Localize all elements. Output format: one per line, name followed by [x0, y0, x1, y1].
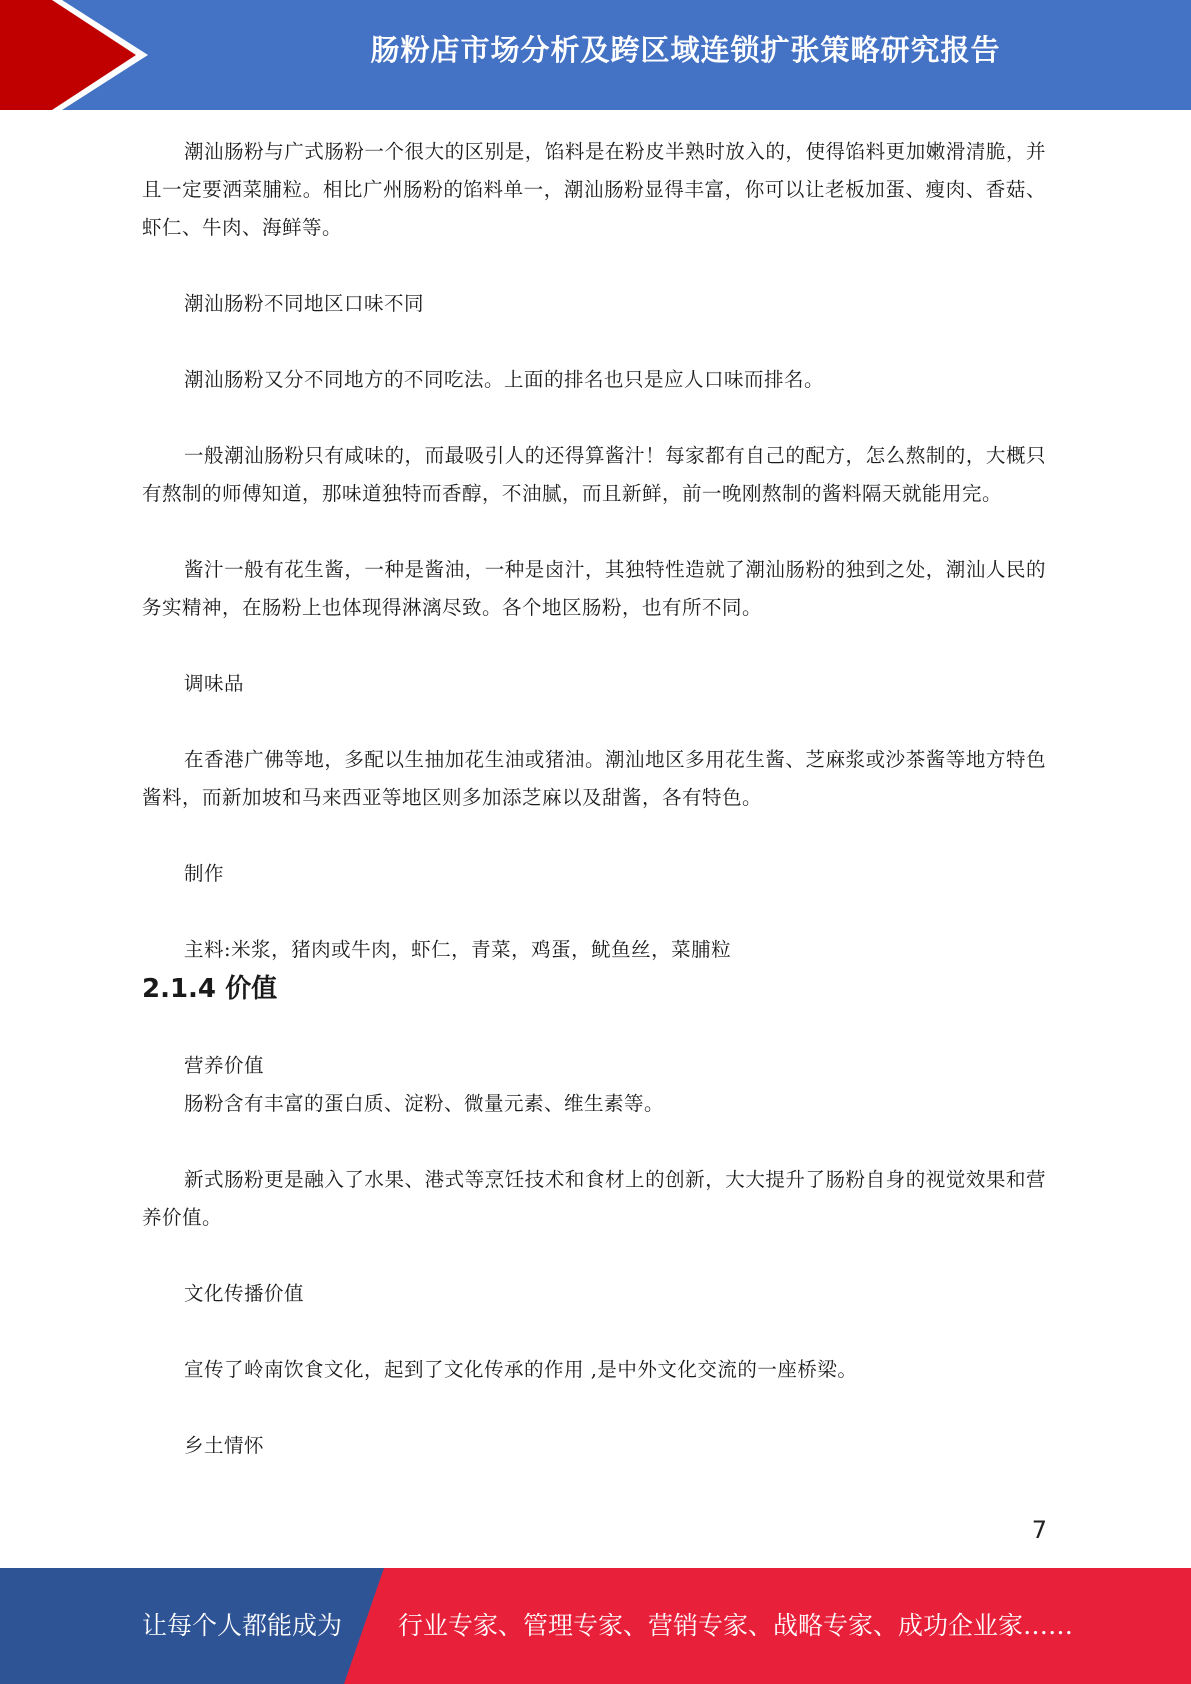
paragraph: 宣传了岭南饮食文化，起到了文化传承的作用 ,是中外文化交流的一座桥梁。	[184, 1358, 858, 1381]
paragraph: 营养价值	[184, 1054, 265, 1077]
section-heading: 2.1.4 价值	[142, 974, 278, 1004]
paragraph: 酱汁一般有花生酱，一种是酱油，一种是卤汁，其独特性造就了潮汕肠粉的独到之处，潮汕人民的务实精神，在肠粉上也体现得淋漓尽致。各个地区肠粉，也有所不同。	[142, 558, 1046, 619]
report-title: 肠粉店市场分析及跨区域连锁扩张策略研究报告	[370, 33, 1001, 67]
document-body	[142, 133, 1046, 1465]
paragraph: 制作	[184, 862, 225, 885]
paragraph: 文化传播价值	[184, 1282, 305, 1305]
footer-slogan-right: 行业专家、管理专家、营销专家、战略专家、成功企业家……	[398, 1611, 1074, 1640]
footer-slogan-left: 让每个人都能成为	[142, 1611, 343, 1640]
paragraph: 潮汕肠粉又分不同地方的不同吃法。上面的排名也只是应人口味而排名。	[184, 368, 825, 391]
paragraph: 肠粉含有丰富的蛋白质、淀粉、微量元素、维生素等。	[184, 1092, 665, 1115]
paragraph: 在香港广佛等地，多配以生抽加花生油或猪油。潮汕地区多用花生酱、芝麻浆或沙茶酱等地方特色酱料，而新加坡和马来西亚等地区则多加添芝麻以及甜酱，各有特色。	[142, 748, 1046, 809]
paragraph: 潮汕肠粉不同地区口味不同	[184, 292, 425, 315]
paragraph: 潮汕肠粉与广式肠粉一个很大的区别是，馅料是在粉皮半熟时放入的，使得馅料更加嫩滑清脆，并且一定要洒菜脯粒。相比广州肠粉的馅料单一，潮汕肠粉显得丰富，你可以让老板加蛋、瘦肉、香菇、虾仁、牛肉、海鲜等。	[142, 140, 1046, 239]
page-number: 7	[1031, 1516, 1047, 1544]
red-chevron-icon	[0, 0, 160, 110]
footer-band	[0, 1568, 1191, 1684]
paragraph: 一般潮汕肠粉只有咸味的，而最吸引人的还得算酱汁！每家都有自己的配方，怎么熬制的，大概只有熬制的师傅知道，那味道独特而香醇，不油腻，而且新鲜，前一晚刚熬制的酱料隔天就能用完。	[142, 444, 1046, 505]
paragraph: 新式肠粉更是融入了水果、港式等烹饪技术和食材上的创新，大大提升了肠粉自身的视觉效果和营养价值。	[142, 1168, 1046, 1229]
header-band	[0, 0, 1191, 110]
paragraph: 调味品	[184, 672, 245, 695]
paragraph: 主料:米浆，猪肉或牛肉，虾仁，青菜，鸡蛋，鱿鱼丝，菜脯粒	[184, 938, 732, 961]
paragraph: 乡土情怀	[184, 1434, 265, 1457]
